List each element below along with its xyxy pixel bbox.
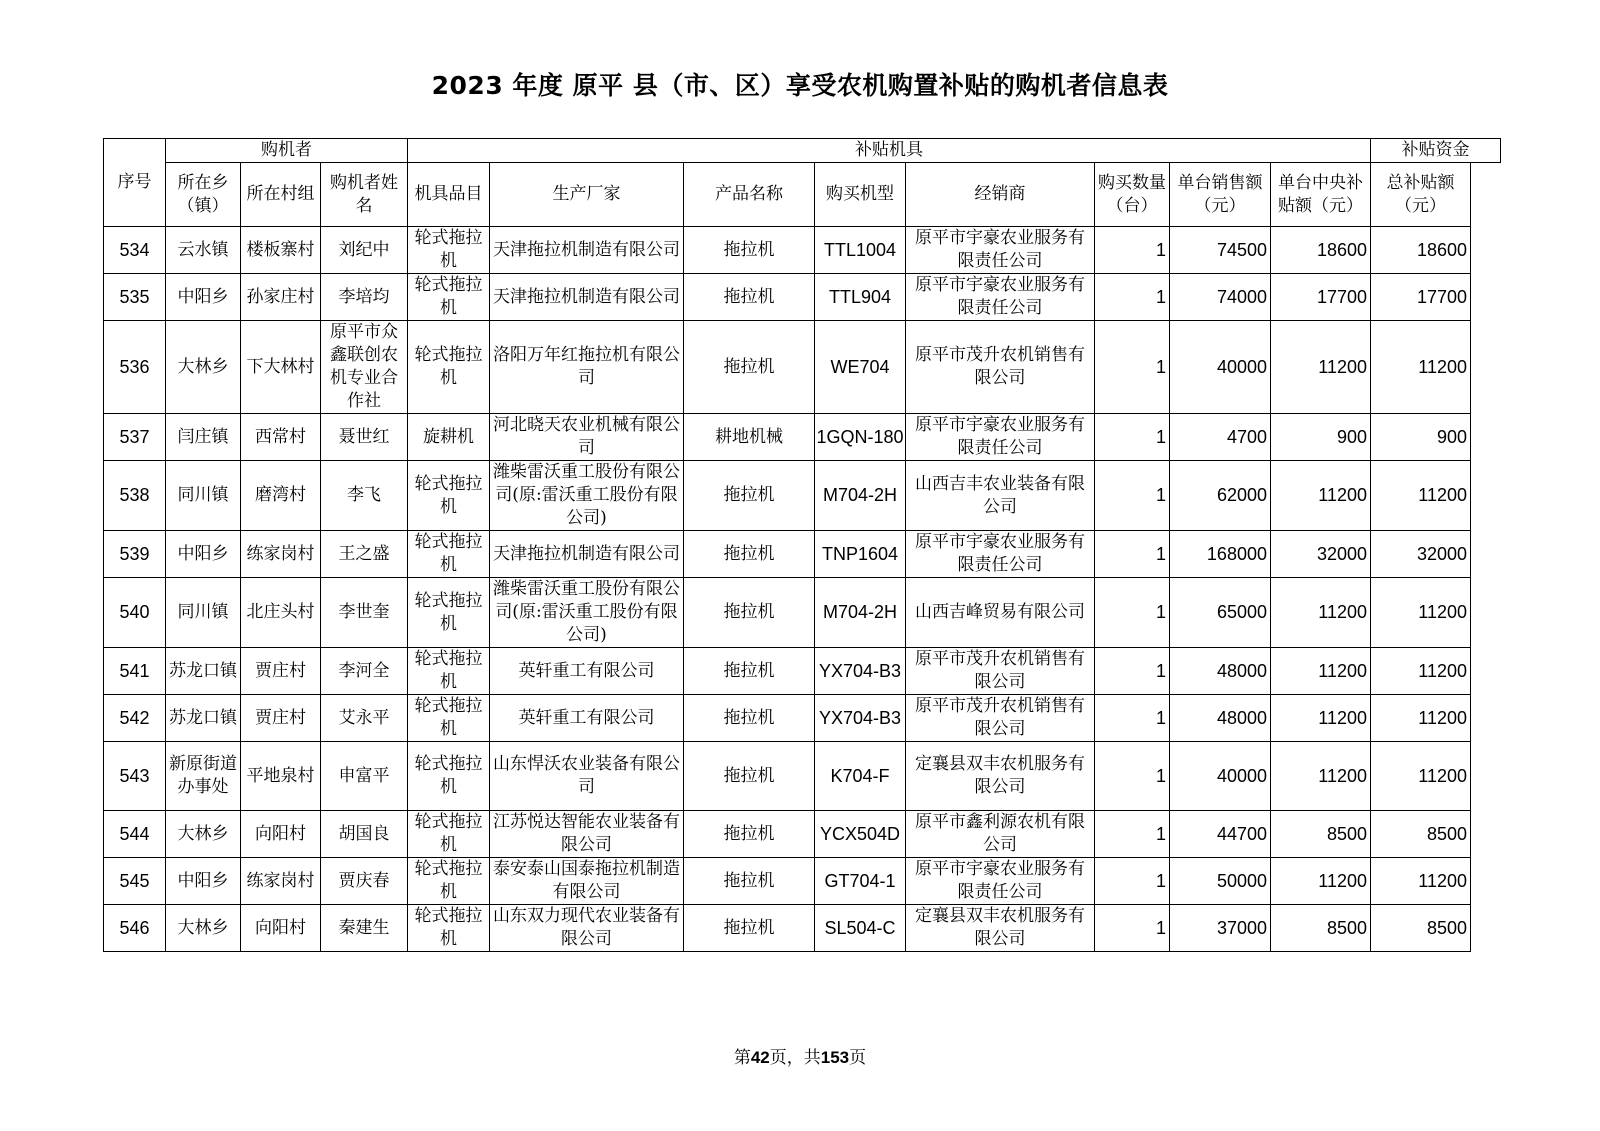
cell-total: 11200 (1371, 858, 1471, 905)
cell-village: 西常村 (241, 414, 321, 461)
cell-central: 18600 (1271, 227, 1371, 274)
cell-manufacturer: 天津拖拉机制造有限公司 (490, 274, 684, 321)
cell-model: TNP1604 (815, 531, 906, 578)
cell-central: 11200 (1271, 461, 1371, 531)
cell-seq: 543 (104, 742, 166, 811)
cell-category: 轮式拖拉机 (408, 905, 490, 952)
header-central: 单台中央补贴额（元） (1271, 163, 1371, 227)
cell-manufacturer: 英轩重工有限公司 (490, 648, 684, 695)
cell-qty: 1 (1095, 905, 1170, 952)
cell-central: 11200 (1271, 858, 1371, 905)
cell-model: K704-F (815, 742, 906, 811)
page-title: 2023 年度 原平 县（市、区）享受农机购置补贴的购机者信息表 (431, 71, 1169, 100)
cell-manufacturer: 潍柴雷沃重工股份有限公司(原:雷沃重工股份有限公司) (490, 461, 684, 531)
cell-name: 胡国良 (321, 811, 408, 858)
cell-product: 拖拉机 (684, 321, 815, 414)
cell-category: 轮式拖拉机 (408, 648, 490, 695)
cell-village: 磨湾村 (241, 461, 321, 531)
header-name: 购机者姓名 (321, 163, 408, 227)
cell-central: 11200 (1271, 742, 1371, 811)
cell-product: 拖拉机 (684, 274, 815, 321)
cell-product: 拖拉机 (684, 227, 815, 274)
cell-price: 48000 (1170, 648, 1271, 695)
cell-model: SL504-C (815, 905, 906, 952)
cell-total: 18600 (1371, 227, 1471, 274)
table-row (104, 858, 1501, 905)
cell-dealer: 原平市宇豪农业服务有限责任公司 (906, 858, 1095, 905)
cell-dealer: 原平市宇豪农业服务有限责任公司 (906, 227, 1095, 274)
cell-manufacturer: 泰安泰山国泰拖拉机制造有限公司 (490, 858, 684, 905)
header-category: 机具品目 (408, 163, 490, 227)
cell-seq: 539 (104, 531, 166, 578)
cell-category: 轮式拖拉机 (408, 578, 490, 648)
cell-total: 900 (1371, 414, 1471, 461)
cell-model: TTL904 (815, 274, 906, 321)
cell-qty: 1 (1095, 695, 1170, 742)
cell-model: M704-2H (815, 578, 906, 648)
footer-prefix: 第 (733, 1048, 751, 1068)
cell-product: 拖拉机 (684, 695, 815, 742)
cell-price: 168000 (1170, 531, 1271, 578)
header-total: 总补贴额（元） (1371, 163, 1471, 227)
header-manufacturer: 生产厂家 (490, 163, 684, 227)
table-row (104, 742, 1501, 811)
cell-price: 74500 (1170, 227, 1271, 274)
cell-town: 云水镇 (166, 227, 241, 274)
cell-model: M704-2H (815, 461, 906, 531)
cell-seq: 544 (104, 811, 166, 858)
cell-central: 17700 (1271, 274, 1371, 321)
cell-qty: 1 (1095, 531, 1170, 578)
cell-total: 8500 (1371, 811, 1471, 858)
header-dealer: 经销商 (906, 163, 1095, 227)
cell-total: 11200 (1371, 461, 1471, 531)
cell-model: YCX504D (815, 811, 906, 858)
footer-middle: 页，共 (769, 1048, 821, 1068)
buyer-info-table (103, 138, 1501, 952)
cell-seq: 542 (104, 695, 166, 742)
cell-town: 大林乡 (166, 905, 241, 952)
cell-central: 32000 (1271, 531, 1371, 578)
cell-product: 拖拉机 (684, 811, 815, 858)
header-model: 购买机型 (815, 163, 906, 227)
footer-suffix: 页 (849, 1048, 867, 1068)
cell-village: 平地泉村 (241, 742, 321, 811)
cell-manufacturer: 天津拖拉机制造有限公司 (490, 531, 684, 578)
cell-seq: 538 (104, 461, 166, 531)
cell-model: TTL1004 (815, 227, 906, 274)
table-row (104, 811, 1501, 858)
cell-category: 轮式拖拉机 (408, 227, 490, 274)
cell-dealer: 原平市鑫利源农机有限公司 (906, 811, 1095, 858)
cell-central: 8500 (1271, 905, 1371, 952)
cell-town: 中阳乡 (166, 531, 241, 578)
cell-category: 轮式拖拉机 (408, 461, 490, 531)
cell-central: 11200 (1271, 695, 1371, 742)
cell-town: 苏龙口镇 (166, 695, 241, 742)
cell-name: 聂世红 (321, 414, 408, 461)
cell-qty: 1 (1095, 858, 1170, 905)
cell-town: 闫庄镇 (166, 414, 241, 461)
cell-price: 37000 (1170, 905, 1271, 952)
cell-manufacturer: 河北晓天农业机械有限公司 (490, 414, 684, 461)
cell-dealer: 原平市茂升农机销售有限公司 (906, 648, 1095, 695)
cell-seq: 535 (104, 274, 166, 321)
cell-dealer: 原平市宇豪农业服务有限责任公司 (906, 531, 1095, 578)
table-row (104, 905, 1501, 952)
cell-dealer: 山西吉峰贸易有限公司 (906, 578, 1095, 648)
cell-category: 轮式拖拉机 (408, 858, 490, 905)
header-qty: 购买数量（台） (1095, 163, 1170, 227)
cell-village: 北庄头村 (241, 578, 321, 648)
table-row (104, 578, 1501, 648)
cell-village: 楼板寨村 (241, 227, 321, 274)
cell-seq: 541 (104, 648, 166, 695)
cell-model: 1GQN-180 (815, 414, 906, 461)
cell-town: 大林乡 (166, 811, 241, 858)
cell-total: 11200 (1371, 321, 1471, 414)
cell-product: 拖拉机 (684, 531, 815, 578)
cell-qty: 1 (1095, 648, 1170, 695)
cell-name: 原平市众鑫联创农机专业合作社 (321, 321, 408, 414)
cell-village: 向阳村 (241, 811, 321, 858)
cell-dealer: 山西吉丰农业装备有限公司 (906, 461, 1095, 531)
cell-central: 11200 (1271, 648, 1371, 695)
cell-total: 11200 (1371, 578, 1471, 648)
cell-town: 苏龙口镇 (166, 648, 241, 695)
table-row (104, 321, 1501, 414)
cell-dealer: 原平市宇豪农业服务有限责任公司 (906, 414, 1095, 461)
cell-category: 轮式拖拉机 (408, 274, 490, 321)
cell-dealer: 定襄县双丰农机服务有限公司 (906, 742, 1095, 811)
cell-qty: 1 (1095, 578, 1170, 648)
cell-price: 65000 (1170, 578, 1271, 648)
cell-name: 李飞 (321, 461, 408, 531)
cell-village: 向阳村 (241, 905, 321, 952)
header-town: 所在乡（镇） (166, 163, 241, 227)
header-fund-group: 补贴资金 (1371, 139, 1501, 163)
table-row (104, 274, 1501, 321)
header-seq: 序号 (104, 139, 166, 227)
cell-town: 中阳乡 (166, 274, 241, 321)
cell-name: 艾永平 (321, 695, 408, 742)
cell-price: 40000 (1170, 321, 1271, 414)
cell-dealer: 定襄县双丰农机服务有限公司 (906, 905, 1095, 952)
header-product: 产品名称 (684, 163, 815, 227)
cell-total: 11200 (1371, 648, 1471, 695)
table-row (104, 414, 1501, 461)
cell-manufacturer: 英轩重工有限公司 (490, 695, 684, 742)
cell-central: 900 (1271, 414, 1371, 461)
cell-dealer: 原平市茂升农机销售有限公司 (906, 695, 1095, 742)
table-row (104, 531, 1501, 578)
cell-price: 62000 (1170, 461, 1271, 531)
cell-town: 同川镇 (166, 578, 241, 648)
cell-qty: 1 (1095, 461, 1170, 531)
cell-name: 申富平 (321, 742, 408, 811)
cell-town: 新原街道办事处 (166, 742, 241, 811)
cell-central: 11200 (1271, 321, 1371, 414)
cell-seq: 540 (104, 578, 166, 648)
cell-dealer: 原平市茂升农机销售有限公司 (906, 321, 1095, 414)
cell-name: 王之盛 (321, 531, 408, 578)
cell-price: 50000 (1170, 858, 1271, 905)
cell-product: 耕地机械 (684, 414, 815, 461)
cell-manufacturer: 山东双力现代农业装备有限公司 (490, 905, 684, 952)
cell-price: 44700 (1170, 811, 1271, 858)
cell-manufacturer: 天津拖拉机制造有限公司 (490, 227, 684, 274)
table-row (104, 227, 1501, 274)
cell-category: 轮式拖拉机 (408, 742, 490, 811)
cell-village: 下大林村 (241, 321, 321, 414)
cell-total: 17700 (1371, 274, 1471, 321)
cell-total: 8500 (1371, 905, 1471, 952)
cell-category: 旋耕机 (408, 414, 490, 461)
cell-model: YX704-B3 (815, 648, 906, 695)
cell-total: 11200 (1371, 695, 1471, 742)
cell-total: 11200 (1371, 742, 1471, 811)
cell-qty: 1 (1095, 811, 1170, 858)
header-price: 单台销售额（元） (1170, 163, 1271, 227)
cell-qty: 1 (1095, 742, 1170, 811)
cell-name: 刘纪中 (321, 227, 408, 274)
cell-product: 拖拉机 (684, 742, 815, 811)
cell-product: 拖拉机 (684, 905, 815, 952)
cell-category: 轮式拖拉机 (408, 695, 490, 742)
cell-model: GT704-1 (815, 858, 906, 905)
cell-name: 贾庆春 (321, 858, 408, 905)
cell-village: 贾庄村 (241, 695, 321, 742)
table-row (104, 695, 1501, 742)
cell-name: 秦建生 (321, 905, 408, 952)
cell-qty: 1 (1095, 227, 1170, 274)
cell-village: 贾庄村 (241, 648, 321, 695)
cell-price: 48000 (1170, 695, 1271, 742)
cell-name: 李世奎 (321, 578, 408, 648)
cell-central: 8500 (1271, 811, 1371, 858)
cell-village: 练家岗村 (241, 531, 321, 578)
cell-category: 轮式拖拉机 (408, 811, 490, 858)
cell-village: 练家岗村 (241, 858, 321, 905)
cell-product: 拖拉机 (684, 461, 815, 531)
cell-seq: 545 (104, 858, 166, 905)
cell-category: 轮式拖拉机 (408, 321, 490, 414)
cell-product: 拖拉机 (684, 858, 815, 905)
cell-price: 74000 (1170, 274, 1271, 321)
cell-manufacturer: 洛阳万年红拖拉机有限公司 (490, 321, 684, 414)
table-row (104, 648, 1501, 695)
cell-qty: 1 (1095, 321, 1170, 414)
table-row (104, 461, 1501, 531)
cell-total: 32000 (1371, 531, 1471, 578)
cell-manufacturer: 潍柴雷沃重工股份有限公司(原:雷沃重工股份有限公司) (490, 578, 684, 648)
cell-name: 李培均 (321, 274, 408, 321)
cell-town: 中阳乡 (166, 858, 241, 905)
cell-seq: 537 (104, 414, 166, 461)
cell-manufacturer: 山东悍沃农业装备有限公司 (490, 742, 684, 811)
footer-page-number: 42 (750, 1048, 770, 1067)
cell-town: 同川镇 (166, 461, 241, 531)
cell-dealer: 原平市宇豪农业服务有限责任公司 (906, 274, 1095, 321)
cell-name: 李河全 (321, 648, 408, 695)
cell-model: WE704 (815, 321, 906, 414)
cell-central: 11200 (1271, 578, 1371, 648)
cell-manufacturer: 江苏悦达智能农业装备有限公司 (490, 811, 684, 858)
cell-town: 大林乡 (166, 321, 241, 414)
cell-price: 4700 (1170, 414, 1271, 461)
header-machine-group: 补贴机具 (408, 139, 1371, 163)
page-footer (0, 1043, 1600, 1068)
header-buyer-group: 购机者 (166, 139, 408, 163)
cell-product: 拖拉机 (684, 648, 815, 695)
cell-product: 拖拉机 (684, 578, 815, 648)
cell-seq: 536 (104, 321, 166, 414)
cell-category: 轮式拖拉机 (408, 531, 490, 578)
cell-qty: 1 (1095, 274, 1170, 321)
cell-model: YX704-B3 (815, 695, 906, 742)
header-village: 所在村组 (241, 163, 321, 227)
cell-seq: 534 (104, 227, 166, 274)
cell-qty: 1 (1095, 414, 1170, 461)
cell-village: 孙家庄村 (241, 274, 321, 321)
cell-price: 40000 (1170, 742, 1271, 811)
cell-seq: 546 (104, 905, 166, 952)
footer-total-pages: 153 (820, 1048, 850, 1067)
